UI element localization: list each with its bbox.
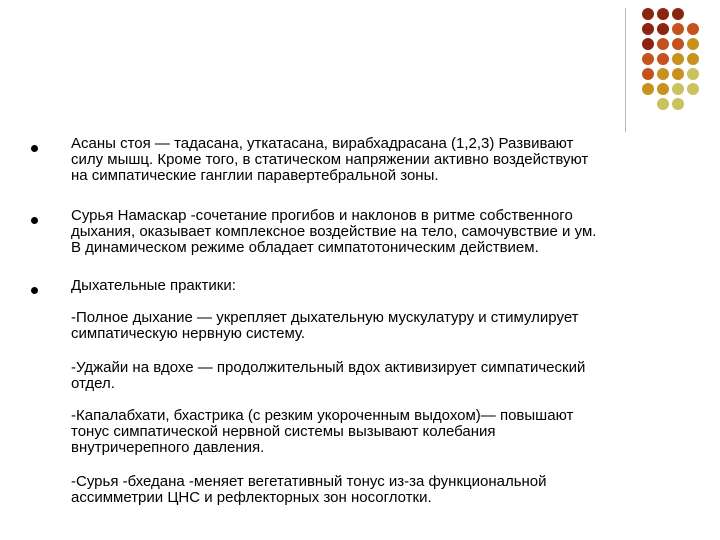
sub-item-text: -Сурья -бхедана -меняет вегетативный тонус из-за функциональной ассимметрии ЦНС и рефлекторных зон носоглотки. bbox=[71, 473, 547, 506]
decorative-dot bbox=[642, 38, 654, 50]
decorative-dot bbox=[672, 98, 684, 110]
decorative-dot-grid bbox=[636, 8, 716, 118]
decorative-dot bbox=[642, 53, 654, 65]
bullet-marker-icon bbox=[31, 287, 38, 294]
decorative-dot bbox=[672, 53, 684, 65]
decorative-dot bbox=[672, 83, 684, 95]
decorative-dot bbox=[687, 53, 699, 65]
sub-item-text: -Полное дыхание — укрепляет дыхательную мускулатуру и стимулирует симпатическую нервную систему. bbox=[71, 309, 579, 342]
decorative-dot bbox=[642, 68, 654, 80]
decorative-dot bbox=[672, 38, 684, 50]
decorative-dot bbox=[657, 38, 669, 50]
decorative-dot bbox=[657, 68, 669, 80]
bullet-text: Сурья Намаскар -сочетание прогибов и наклонов в ритме собственного дыхания, оказывает комплексное воздействие на тело, самочувствие и ум. В динамическом режиме обладает симпатотоническим действием. bbox=[71, 207, 597, 256]
decorative-dot bbox=[657, 98, 669, 110]
sub-item-text: -Уджайи на вдохе — продолжительный вдох активизирует симпатический отдел. bbox=[71, 359, 586, 392]
bullet-marker-icon bbox=[31, 217, 38, 224]
sub-item-text: -Капалабхати, бхастрика (с резким укороченным выдохом)— повышают тонус симпатической нервной системы вызывают колебания внутричерепного давления. bbox=[71, 407, 574, 456]
decorative-dot bbox=[687, 68, 699, 80]
decorative-dot bbox=[657, 83, 669, 95]
decorative-dot bbox=[672, 23, 684, 35]
decorative-dot bbox=[687, 38, 699, 50]
decorative-dot bbox=[657, 53, 669, 65]
decorative-dot bbox=[642, 83, 654, 95]
decorative-dot bbox=[657, 23, 669, 35]
decorative-dot bbox=[672, 8, 684, 20]
decorative-dot bbox=[657, 8, 669, 20]
decorative-divider-line bbox=[625, 8, 626, 132]
decorative-dot bbox=[642, 23, 654, 35]
bullet-text: Дыхательные практики: bbox=[71, 277, 236, 294]
bullet-marker-icon bbox=[31, 145, 38, 152]
bullet-text: Асаны стоя — тадасана, уткатасана, вирабхадрасана (1,2,3) Развивают силу мышц. Кроме того, в статическом напряжении активно воздействуют на симпатические ганглии паравертебральной зоны. bbox=[71, 135, 589, 184]
decorative-dot bbox=[642, 8, 654, 20]
decorative-dot bbox=[672, 68, 684, 80]
decorative-dot bbox=[687, 23, 699, 35]
decorative-dot bbox=[687, 83, 699, 95]
